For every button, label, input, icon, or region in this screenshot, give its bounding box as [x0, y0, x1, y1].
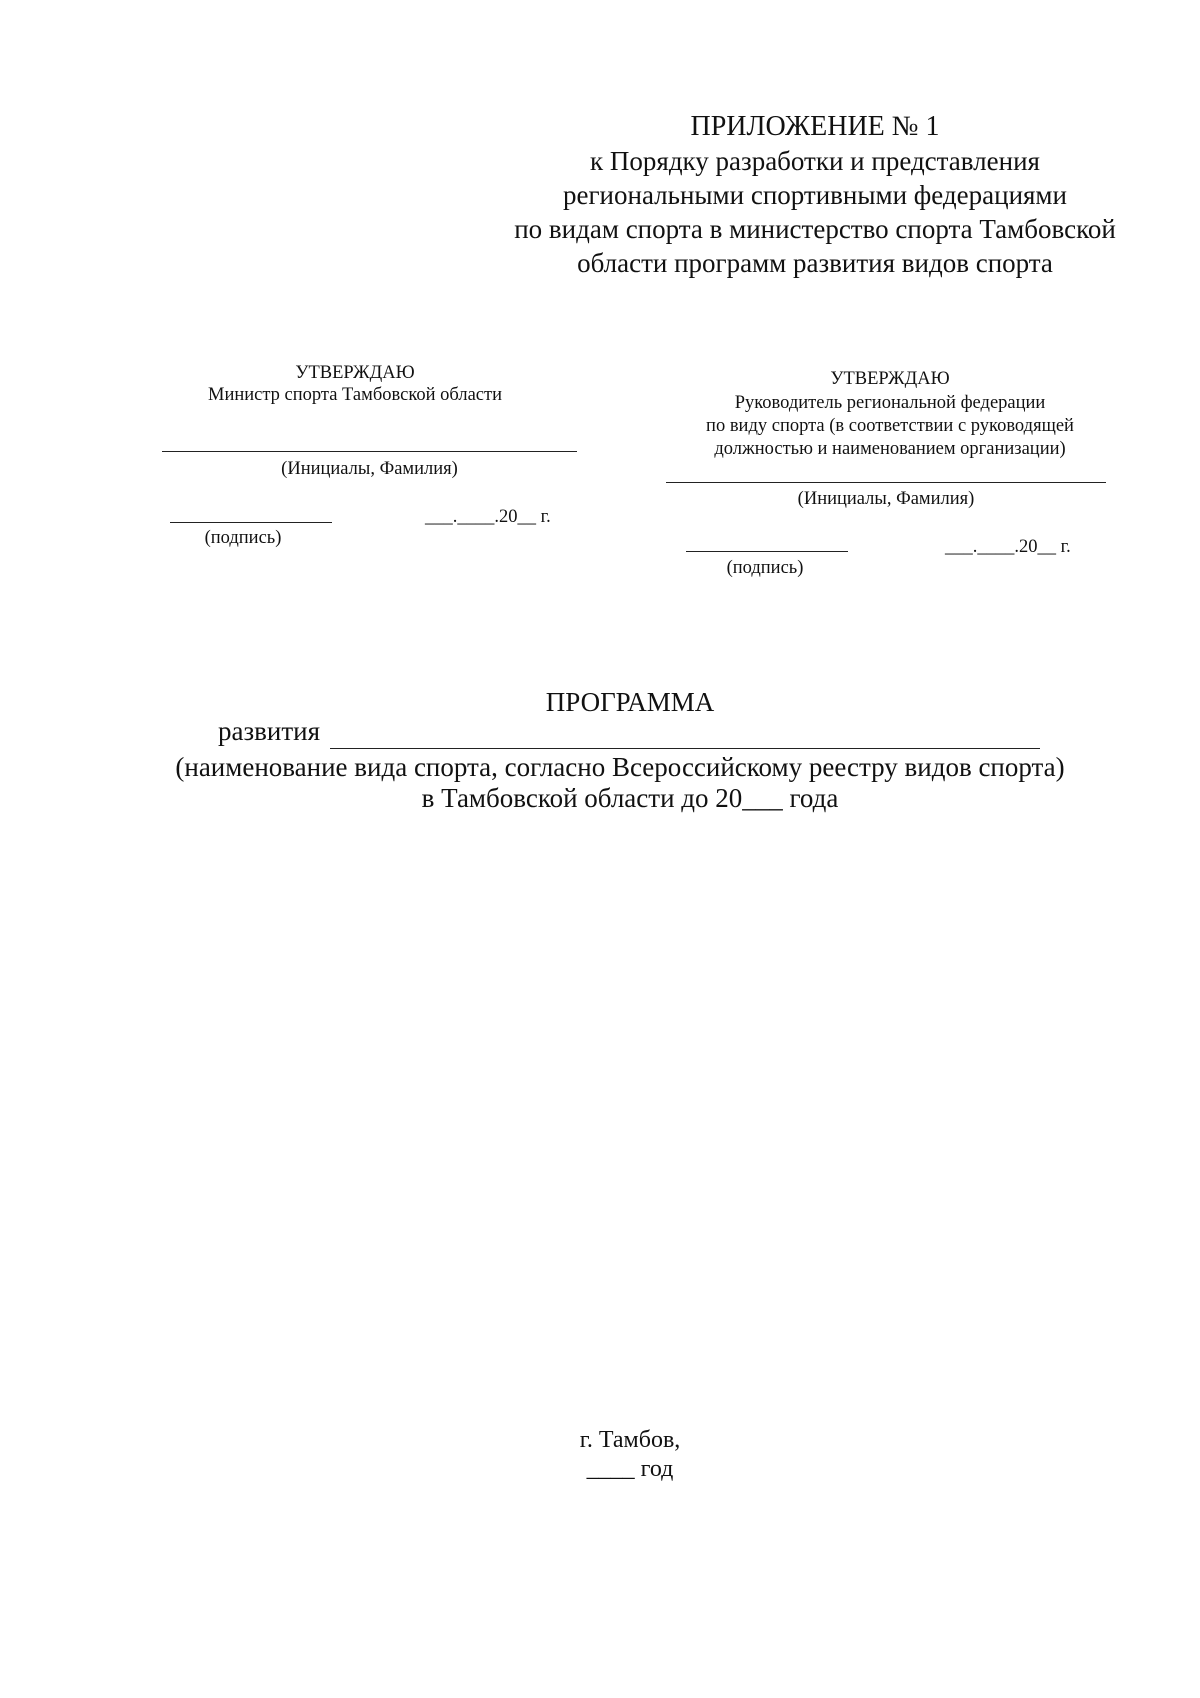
approve-left-name-caption: (Инициалы, Фамилия) [281, 459, 458, 479]
footer-city: г. Тамбов, [579, 1427, 681, 1453]
approve-right-name-caption: (Инициалы, Фамилия) [797, 489, 975, 509]
appendix-title: ПРИЛОЖЕНИЕ № 1 [690, 111, 940, 142]
approve-right-name-line [666, 482, 1106, 483]
approve-right-signature-line [686, 551, 848, 552]
approve-right-position-line: Руководитель региональной федерации [734, 393, 1046, 413]
approve-right-signature-caption: (подпись) [726, 558, 804, 578]
appendix-line: региональными спортивными федерациями [563, 180, 1067, 210]
appendix-header [470, 110, 1160, 280]
approve-right-heading: УТВЕРЖДАЮ [830, 369, 950, 389]
appendix-line: к Порядку разработки и представления [590, 146, 1040, 176]
approve-right-position-line: по виду спорта (в соответствии с руководящей [706, 416, 1074, 436]
approve-left-heading: УТВЕРЖДАЮ [295, 363, 415, 383]
approve-left-position: Министр спорта Тамбовской области [208, 385, 502, 405]
program-sport-line [330, 748, 1040, 749]
approve-left-name-line [162, 451, 577, 452]
program-title: ПРОГРАММА [545, 687, 715, 717]
footer-year: ____ год [586, 1456, 674, 1482]
program-sport-caption: (наименование вида спорта, согласно Всероссийскому реестру видов спорта) [175, 752, 1065, 782]
approve-left-signature-line [170, 522, 332, 523]
program-development-label: развития [218, 716, 321, 746]
approve-left-date: ___.____.20__ г. [425, 507, 551, 527]
approve-right-position-line: должностью и наименованием организации) [714, 439, 1066, 459]
appendix-line: по видам спорта в министерство спорта Тамбовской [514, 214, 1116, 244]
approve-right-date: ___.____.20__ г. [945, 537, 1071, 557]
approve-left-signature-caption: (подпись) [204, 528, 282, 548]
appendix-line: области программ развития видов спорта [577, 248, 1053, 278]
program-region-line: в Тамбовской области до 20___ года [421, 783, 839, 813]
